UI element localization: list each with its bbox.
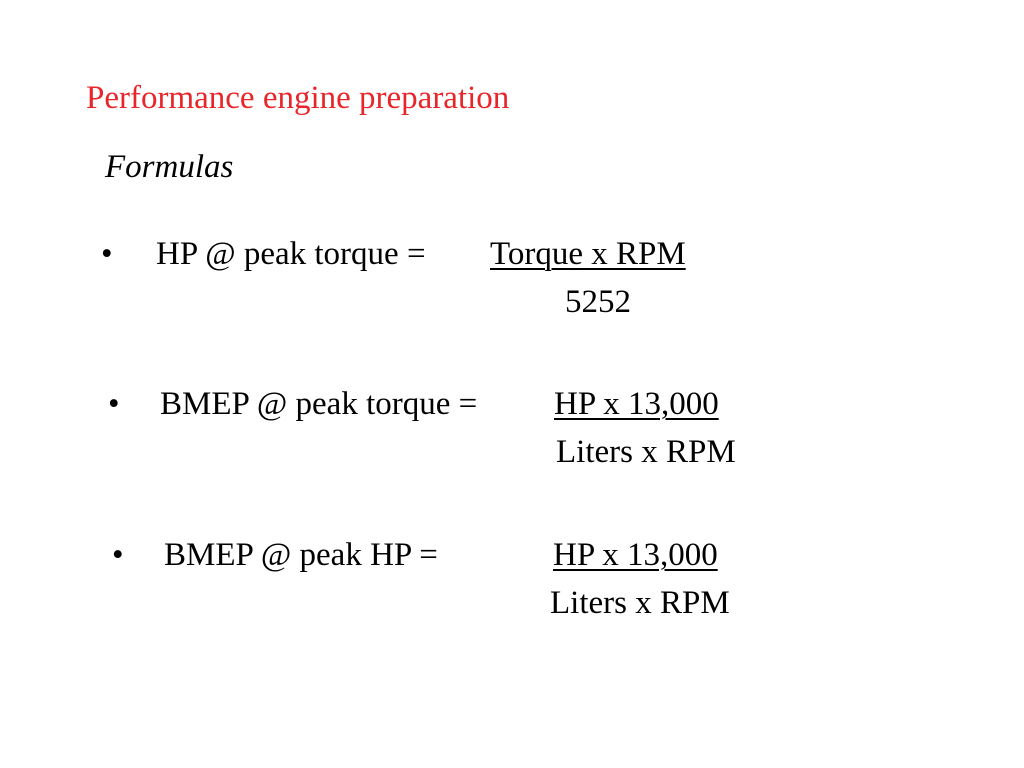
slide-title: Performance engine preparation <box>86 80 510 116</box>
formula-numerator: HP x 13,000 <box>553 537 718 573</box>
formula-numerator: Torque x RPM <box>490 236 686 272</box>
bullet-icon: • <box>108 386 120 422</box>
formula-denominator: Liters x RPM <box>556 434 736 470</box>
formula-numerator: HP x 13,000 <box>554 386 719 422</box>
formula-lhs: BMEP @ peak torque = <box>160 386 478 422</box>
bullet-icon: • <box>112 537 124 573</box>
formula-lhs: HP @ peak torque = <box>156 236 426 272</box>
formula-denominator: 5252 <box>565 284 631 320</box>
formula-bmep-peak-torque <box>0 384 1024 494</box>
formula-lhs: BMEP @ peak HP = <box>164 537 438 573</box>
formula-hp-peak-torque <box>0 234 1024 344</box>
formula-bmep-peak-hp <box>0 535 1024 645</box>
formula-denominator: Liters x RPM <box>550 585 730 621</box>
slide-subtitle: Formulas <box>105 149 234 185</box>
bullet-icon: • <box>101 236 113 272</box>
